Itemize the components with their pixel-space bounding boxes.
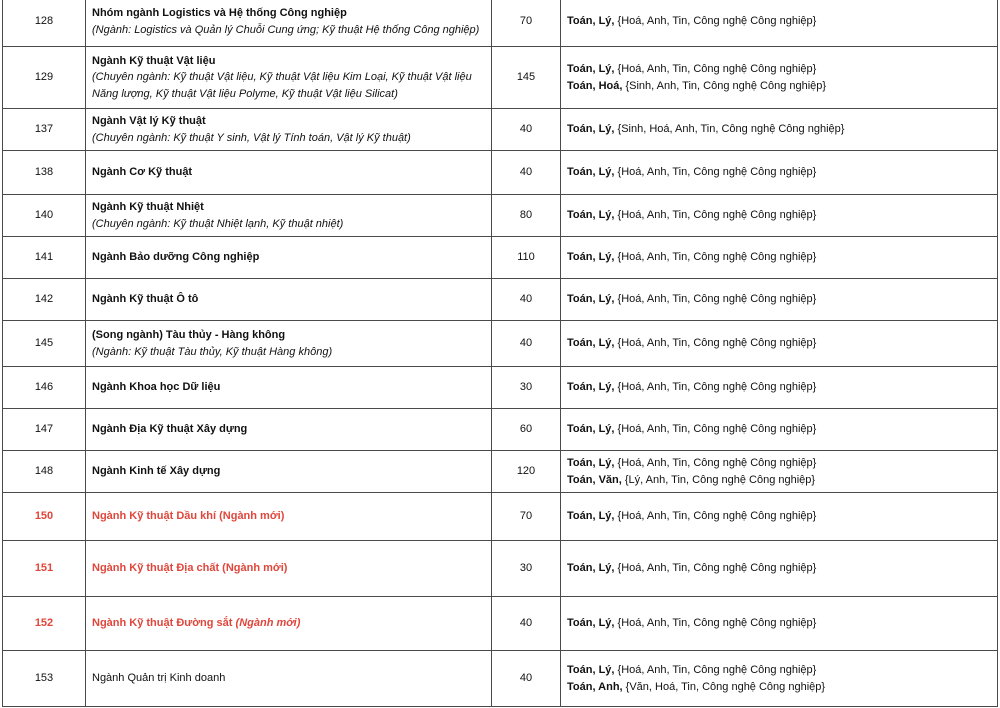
required-subjects: Toán, Lý, [567, 63, 615, 75]
major-name [92, 615, 485, 632]
major-specializations: (Chuyên ngành: Kỹ thuật Vật liệu, Kỹ thuật Vật liệu Kim Loại, Kỹ thuật Vật liệu Năng lượng, Kỹ thuật Vật liệu Polyme, Kỹ thuật Vật liệu Silicat) [92, 71, 472, 100]
required-subjects: Toán, Lý, [567, 423, 615, 436]
major-name [92, 199, 485, 216]
optional-subjects: {Hoá, Anh, Tin, Công nghệ Công nghiệp} [614, 63, 817, 75]
table-row [3, 109, 998, 151]
subject-combinations [561, 451, 998, 493]
subject-combination [567, 207, 997, 224]
quota: 80 [492, 195, 561, 237]
optional-subjects: {Hoá, Anh, Tin, Công nghệ Công nghiệp} [614, 423, 817, 436]
major-specializations: (Chuyên ngành: Kỹ thuật Nhiệt lạnh, Kỹ thuật nhiệt) [92, 217, 344, 230]
major-name-cell [86, 493, 492, 541]
major-name-cell [86, 451, 492, 493]
quota: 145 [492, 47, 561, 109]
required-subjects: Toán, Lý, [567, 562, 615, 575]
quota: 40 [492, 321, 561, 367]
subject-combination [567, 13, 997, 30]
table-row [3, 0, 998, 47]
optional-subjects: {Sinh, Anh, Tin, Công nghệ Công nghiệp} [622, 79, 827, 92]
quota: 40 [492, 279, 561, 321]
major-name [92, 560, 485, 577]
subject-combination [567, 379, 997, 396]
major-name-text: Ngành Địa Kỹ thuật Xây dựng [92, 423, 248, 436]
subject-combination [567, 61, 997, 78]
required-subjects: Toán, Lý, [567, 510, 615, 523]
quota: 70 [492, 0, 561, 47]
subject-combination [567, 615, 997, 632]
quota: 30 [492, 541, 561, 597]
optional-subjects: {Lý, Anh, Tin, Công nghệ Công nghiệp} [621, 473, 816, 486]
subject-combination [567, 472, 997, 489]
major-name-text: Ngành Khoa học Dữ liệu [92, 381, 221, 394]
major-name-text: Ngành Bảo dưỡng Công nghiệp [92, 251, 260, 264]
major-name-text: Ngành Kỹ thuật Vật liệu [92, 54, 216, 67]
major-code: 153 [3, 651, 86, 707]
major-name-cell [86, 195, 492, 237]
major-name-text: Nhóm ngành Logistics và Hệ thống Công nghiệp [92, 7, 347, 19]
subject-combinations [561, 279, 998, 321]
required-subjects: Toán, Lý, [567, 457, 615, 469]
major-name [92, 379, 485, 396]
quota: 120 [492, 451, 561, 493]
table-row [3, 409, 998, 451]
major-code: 151 [3, 541, 86, 597]
quota: 60 [492, 409, 561, 451]
required-subjects: Toán, Anh, [567, 680, 623, 693]
major-name [92, 164, 485, 181]
subject-combination [567, 560, 997, 577]
major-name [92, 421, 485, 438]
admission-table-body [3, 0, 998, 707]
required-subjects: Toán, Lý, [567, 381, 615, 394]
quota: 70 [492, 493, 561, 541]
major-name [92, 249, 485, 266]
required-subjects: Toán, Lý, [567, 209, 615, 222]
optional-subjects: {Hoá, Anh, Tin, Công nghệ Công nghiệp} [614, 381, 817, 394]
subject-combination [567, 291, 997, 308]
major-code: 141 [3, 237, 86, 279]
major-name [92, 53, 485, 70]
table-row [3, 195, 998, 237]
required-subjects: Toán, Lý, [567, 251, 615, 264]
table-row [3, 321, 998, 367]
quota: 40 [492, 151, 561, 195]
subject-combinations [561, 651, 998, 707]
major-code: 148 [3, 451, 86, 493]
subject-combinations [561, 109, 998, 151]
major-name-cell [86, 109, 492, 151]
major-code: 150 [3, 493, 86, 541]
required-subjects: Toán, Hoá, [567, 79, 623, 92]
subject-combinations [561, 541, 998, 597]
major-name-cell [86, 279, 492, 321]
major-specializations: (Chuyên ngành: Kỹ thuật Y sinh, Vật lý Tính toán, Vật lý Kỹ thuật) [92, 131, 411, 144]
subject-combination [567, 78, 997, 95]
subject-combinations [561, 151, 998, 195]
major-name-cell [86, 0, 492, 47]
optional-subjects: {Hoá, Anh, Tin, Công nghệ Công nghiệp} [614, 166, 817, 179]
subject-combinations [561, 597, 998, 651]
major-name-text: (Song ngành) Tàu thủy - Hàng không [92, 329, 286, 341]
major-code: 152 [3, 597, 86, 651]
major-specializations: (Ngành: Logistics và Quản lý Chuỗi Cung ứng; Kỹ thuật Hệ thống Công nghiệp) [92, 23, 480, 36]
major-name-cell [86, 321, 492, 367]
major-name-text: Ngành Cơ Kỹ thuật [92, 166, 193, 179]
subject-combination [567, 164, 997, 181]
required-subjects: Toán, Lý, [567, 664, 615, 676]
major-name-cell [86, 367, 492, 409]
optional-subjects: {Hoá, Anh, Tin, Công nghệ Công nghiệp} [614, 293, 817, 306]
table-row [3, 493, 998, 541]
major-name-note: (Ngành mới) [235, 617, 301, 630]
required-subjects: Toán, Lý, [567, 15, 615, 28]
major-name-text: Ngành Kỹ thuật Địa chất (Ngành mới) [92, 562, 288, 575]
subject-combinations [561, 367, 998, 409]
major-name-text: Ngành Kinh tế Xây dựng [92, 465, 221, 478]
major-code: 129 [3, 47, 86, 109]
quota: 30 [492, 367, 561, 409]
subject-combination [567, 679, 997, 696]
major-name-cell [86, 237, 492, 279]
required-subjects: Toán, Lý, [567, 123, 615, 136]
subject-combination [567, 335, 997, 352]
optional-subjects: {Văn, Hoá, Tin, Công nghệ Công nghiệp} [622, 680, 826, 693]
major-name-text: Ngành Kỹ thuật Dầu khí (Ngành mới) [92, 510, 285, 523]
admission-table [2, 0, 998, 707]
table-row [3, 597, 998, 651]
subject-combinations [561, 195, 998, 237]
major-name [92, 291, 485, 308]
optional-subjects: {Sinh, Hoá, Anh, Tin, Công nghệ Công nghiệp} [614, 123, 845, 136]
major-name-cell [86, 47, 492, 109]
table-row [3, 237, 998, 279]
major-name-text: Ngành Quản trị Kinh doanh [92, 672, 226, 685]
subject-combination [567, 508, 997, 525]
table-row [3, 651, 998, 707]
optional-subjects: {Hoá, Anh, Tin, Công nghệ Công nghiệp} [614, 337, 817, 350]
subject-combinations [561, 47, 998, 109]
subject-combinations [561, 493, 998, 541]
subject-combinations [561, 0, 998, 47]
major-name-cell [86, 151, 492, 195]
table-row [3, 367, 998, 409]
subject-combination [567, 455, 997, 472]
subject-combination [567, 121, 997, 138]
major-name [92, 5, 485, 22]
major-code: 138 [3, 151, 86, 195]
table-row [3, 47, 998, 109]
major-name [92, 327, 485, 344]
table-row [3, 279, 998, 321]
major-code: 146 [3, 367, 86, 409]
optional-subjects: {Hoá, Anh, Tin, Công nghệ Công nghiệp} [614, 15, 817, 28]
subject-combinations [561, 321, 998, 367]
quota: 40 [492, 597, 561, 651]
major-name-cell [86, 541, 492, 597]
optional-subjects: {Hoá, Anh, Tin, Công nghệ Công nghiệp} [614, 457, 817, 469]
optional-subjects: {Hoá, Anh, Tin, Công nghệ Công nghiệp} [614, 251, 817, 264]
quota: 40 [492, 109, 561, 151]
optional-subjects: {Hoá, Anh, Tin, Công nghệ Công nghiệp} [614, 510, 817, 523]
subject-combination [567, 662, 997, 679]
table-row [3, 151, 998, 195]
required-subjects: Toán, Lý, [567, 293, 615, 306]
major-name-cell [86, 597, 492, 651]
major-code: 142 [3, 279, 86, 321]
major-name-text: Ngành Kỹ thuật Ô tô [92, 293, 199, 306]
major-name [92, 463, 485, 480]
major-name-text: Ngành Kỹ thuật Đường sắt [92, 617, 233, 630]
table-row [3, 541, 998, 597]
major-code: 147 [3, 409, 86, 451]
required-subjects: Toán, Văn, [567, 473, 622, 486]
optional-subjects: {Hoá, Anh, Tin, Công nghệ Công nghiệp} [614, 617, 817, 630]
quota: 110 [492, 237, 561, 279]
quota: 40 [492, 651, 561, 707]
major-name [92, 113, 485, 130]
required-subjects: Toán, Lý, [567, 166, 615, 179]
major-code: 140 [3, 195, 86, 237]
subject-combination [567, 421, 997, 438]
optional-subjects: {Hoá, Anh, Tin, Công nghệ Công nghiệp} [614, 664, 817, 676]
major-specializations: (Ngành: Kỹ thuật Tàu thủy, Kỹ thuật Hàng không) [92, 345, 333, 358]
required-subjects: Toán, Lý, [567, 617, 615, 630]
major-name-text: Ngành Vật lý Kỹ thuật [92, 115, 206, 127]
major-name [92, 670, 485, 687]
table-row [3, 451, 998, 493]
major-name-cell [86, 409, 492, 451]
major-name-cell [86, 651, 492, 707]
major-name [92, 508, 485, 525]
major-name-text: Ngành Kỹ thuật Nhiệt [92, 201, 204, 213]
subject-combination [567, 249, 997, 266]
major-code: 128 [3, 0, 86, 47]
major-code: 137 [3, 109, 86, 151]
optional-subjects: {Hoá, Anh, Tin, Công nghệ Công nghiệp} [614, 562, 817, 575]
major-code: 145 [3, 321, 86, 367]
subject-combinations [561, 237, 998, 279]
required-subjects: Toán, Lý, [567, 337, 615, 350]
subject-combinations [561, 409, 998, 451]
optional-subjects: {Hoá, Anh, Tin, Công nghệ Công nghiệp} [614, 209, 817, 222]
